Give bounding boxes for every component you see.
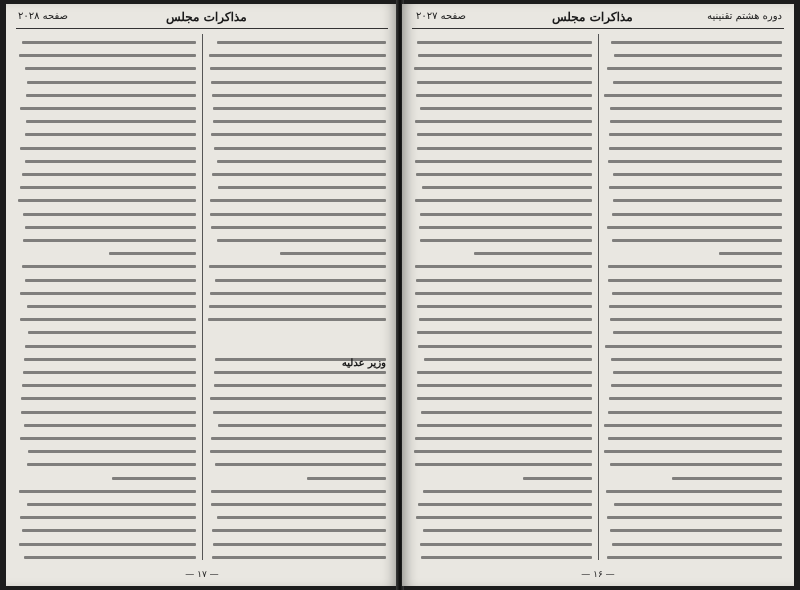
- text-line-placeholder: [211, 81, 386, 84]
- text-line-placeholder: [28, 450, 196, 453]
- text-line-placeholder: [20, 516, 196, 519]
- text-line-placeholder: [213, 543, 386, 546]
- text-line-placeholder: [25, 67, 196, 70]
- text-line-placeholder: [418, 345, 592, 348]
- text-line-placeholder: [20, 292, 196, 295]
- text-line-placeholder: [214, 147, 386, 150]
- text-line-placeholder: [672, 477, 782, 480]
- text-line-placeholder: [211, 490, 386, 493]
- text-line-placeholder: [415, 120, 593, 123]
- text-line-placeholder: [20, 318, 196, 321]
- text-line-placeholder: [613, 81, 782, 84]
- text-line-placeholder: [210, 450, 386, 453]
- text-line-placeholder: [420, 213, 592, 216]
- text-line-placeholder: [608, 411, 782, 414]
- text-line-placeholder: [417, 331, 592, 334]
- text-line-placeholder: [611, 384, 782, 387]
- text-line-placeholder: [414, 450, 592, 453]
- page-number-left: صفحه ۲۰۲۸: [18, 11, 69, 22]
- text-line-placeholder: [24, 424, 196, 427]
- text-line-placeholder: [217, 516, 386, 519]
- text-line-placeholder: [719, 252, 782, 255]
- text-line-placeholder: [211, 437, 386, 440]
- text-line-placeholder: [611, 41, 782, 44]
- text-line-placeholder: [420, 239, 592, 242]
- text-line-placeholder: [608, 160, 782, 163]
- text-line-placeholder: [27, 503, 196, 506]
- text-line-placeholder: [27, 81, 196, 84]
- text-line-placeholder: [613, 371, 782, 374]
- left-page: [6, 4, 398, 586]
- text-line-placeholder: [209, 54, 386, 57]
- text-line-placeholder: [614, 54, 782, 57]
- text-line-placeholder: [25, 226, 196, 229]
- text-line-placeholder: [418, 54, 592, 57]
- column-divider: [598, 34, 599, 560]
- text-line-placeholder: [612, 543, 782, 546]
- text-line-placeholder: [20, 107, 196, 110]
- text-line-placeholder: [212, 556, 386, 559]
- text-line-placeholder: [417, 41, 592, 44]
- text-line-placeholder: [613, 331, 782, 334]
- text-line-placeholder: [215, 463, 386, 466]
- text-line-placeholder: [610, 463, 782, 466]
- text-line-placeholder: [24, 556, 196, 559]
- text-line-placeholder: [213, 107, 386, 110]
- text-line-placeholder: [608, 265, 782, 268]
- text-line-placeholder: [307, 477, 386, 480]
- text-line-placeholder: [22, 265, 196, 268]
- text-line-placeholder: [420, 107, 592, 110]
- text-line-placeholder: [614, 503, 782, 506]
- text-line-placeholder: [25, 133, 196, 136]
- text-line-placeholder: [417, 81, 592, 84]
- text-line-placeholder: [23, 239, 196, 242]
- text-line-placeholder: [419, 318, 592, 321]
- text-line-placeholder: [417, 384, 592, 387]
- text-line-placeholder: [213, 120, 386, 123]
- text-line-placeholder: [606, 490, 782, 493]
- text-line-placeholder: [415, 199, 592, 202]
- text-line-placeholder: [607, 516, 782, 519]
- text-line-placeholder: [608, 437, 782, 440]
- text-line-placeholder: [416, 173, 592, 176]
- text-line-placeholder: [415, 437, 592, 440]
- text-line-placeholder: [208, 318, 386, 321]
- text-line-placeholder: [417, 424, 592, 427]
- column-divider: [202, 34, 203, 560]
- text-line-placeholder: [611, 358, 782, 361]
- text-line-placeholder: [22, 529, 196, 532]
- text-line-placeholder: [604, 424, 782, 427]
- text-line-placeholder: [19, 54, 196, 57]
- text-line-placeholder: [211, 503, 386, 506]
- text-line-placeholder: [421, 556, 592, 559]
- left-page-header: [16, 8, 388, 29]
- text-line-placeholder: [211, 133, 386, 136]
- text-line-placeholder: [424, 358, 592, 361]
- text-line-placeholder: [423, 529, 592, 532]
- text-line-placeholder: [22, 41, 196, 44]
- text-line-placeholder: [211, 226, 386, 229]
- text-line-placeholder: [609, 397, 782, 400]
- text-line-placeholder: [607, 226, 782, 229]
- text-line-placeholder: [612, 213, 782, 216]
- text-line-placeholder: [609, 305, 782, 308]
- text-line-placeholder: [19, 490, 196, 493]
- text-line-placeholder: [214, 371, 386, 374]
- text-line-placeholder: [18, 199, 196, 202]
- text-line-placeholder: [214, 384, 386, 387]
- text-line-placeholder: [609, 186, 782, 189]
- text-line-placeholder: [210, 292, 386, 295]
- text-line-placeholder: [416, 94, 592, 97]
- text-line-placeholder: [604, 450, 782, 453]
- text-line-placeholder: [607, 556, 782, 559]
- text-line-placeholder: [210, 397, 386, 400]
- text-line-placeholder: [610, 107, 782, 110]
- text-line-placeholder: [27, 305, 196, 308]
- text-line-placeholder: [610, 120, 782, 123]
- text-line-placeholder: [212, 94, 386, 97]
- text-line-placeholder: [613, 173, 782, 176]
- text-line-placeholder: [280, 252, 386, 255]
- text-line-placeholder: [26, 94, 196, 97]
- text-line-placeholder: [613, 199, 782, 202]
- text-line-placeholder: [26, 120, 196, 123]
- text-line-placeholder: [610, 529, 782, 532]
- text-line-placeholder: [523, 477, 592, 480]
- text-line-placeholder: [21, 411, 196, 414]
- text-line-placeholder: [608, 279, 782, 282]
- text-line-placeholder: [210, 199, 386, 202]
- text-line-placeholder: [610, 318, 783, 321]
- text-line-placeholder: [417, 305, 592, 308]
- text-line-placeholder: [213, 411, 386, 414]
- text-line-placeholder: [421, 411, 592, 414]
- text-line-placeholder: [605, 345, 782, 348]
- text-line-placeholder: [212, 529, 386, 532]
- text-line-placeholder: [22, 384, 196, 387]
- text-line-placeholder: [210, 67, 386, 70]
- text-line-placeholder: [25, 345, 196, 348]
- text-line-placeholder: [416, 516, 592, 519]
- text-line-placeholder: [212, 173, 386, 176]
- text-line-placeholder: [612, 292, 782, 295]
- text-line-placeholder: [417, 133, 592, 136]
- text-line-placeholder: [27, 463, 196, 466]
- text-line-placeholder: [607, 67, 782, 70]
- section-heading: وزیر عدلیه: [341, 358, 386, 369]
- text-line-placeholder: [21, 397, 196, 400]
- text-line-placeholder: [417, 397, 592, 400]
- text-line-placeholder: [218, 186, 386, 189]
- text-line-placeholder: [209, 265, 386, 268]
- text-line-placeholder: [23, 371, 196, 374]
- text-line-placeholder: [612, 239, 782, 242]
- text-line-placeholder: [28, 331, 196, 334]
- text-line-placeholder: [25, 160, 196, 163]
- text-line-placeholder: [422, 186, 592, 189]
- text-line-placeholder: [109, 252, 196, 255]
- text-line-placeholder: [210, 213, 386, 216]
- text-line-placeholder: [609, 147, 782, 150]
- text-line-placeholder: [24, 358, 196, 361]
- page-footer-left: — ۱۷ —: [185, 570, 219, 580]
- text-line-placeholder: [417, 371, 592, 374]
- text-line-placeholder: [420, 543, 592, 546]
- text-line-placeholder: [604, 94, 782, 97]
- text-line-placeholder: [415, 265, 592, 268]
- page-footer-right: — ۱۶ —: [581, 570, 615, 580]
- right-page: [402, 4, 794, 586]
- text-line-placeholder: [218, 424, 386, 427]
- text-line-placeholder: [23, 213, 196, 216]
- text-line-placeholder: [215, 279, 386, 282]
- text-line-placeholder: [416, 279, 592, 282]
- text-line-placeholder: [609, 133, 782, 136]
- text-line-placeholder: [25, 279, 196, 282]
- text-line-placeholder: [20, 437, 196, 440]
- text-line-placeholder: [209, 305, 386, 308]
- text-line-placeholder: [217, 41, 386, 44]
- right-page-header: [412, 8, 784, 29]
- text-line-placeholder: [415, 292, 592, 295]
- text-line-placeholder: [419, 226, 592, 229]
- text-line-placeholder: [217, 239, 386, 242]
- text-line-placeholder: [415, 463, 592, 466]
- text-line-placeholder: [217, 160, 386, 163]
- text-line-placeholder: [414, 67, 592, 70]
- text-line-placeholder: [22, 173, 196, 176]
- running-title-right: مذاکرات مجلس: [552, 10, 633, 24]
- text-line-placeholder: [112, 477, 196, 480]
- session-label: دوره هشتم تقنینیه: [707, 11, 782, 22]
- running-title-left: مذاکرات مجلس: [166, 10, 247, 24]
- text-line-placeholder: [423, 490, 592, 493]
- text-line-placeholder: [418, 503, 592, 506]
- text-line-placeholder: [20, 186, 196, 189]
- text-line-placeholder: [474, 252, 592, 255]
- page-number-right: صفحه ۲۰۲۷: [416, 11, 467, 22]
- text-line-placeholder: [19, 543, 196, 546]
- text-line-placeholder: [415, 160, 592, 163]
- text-line-placeholder: [20, 147, 196, 150]
- text-line-placeholder: [417, 147, 592, 150]
